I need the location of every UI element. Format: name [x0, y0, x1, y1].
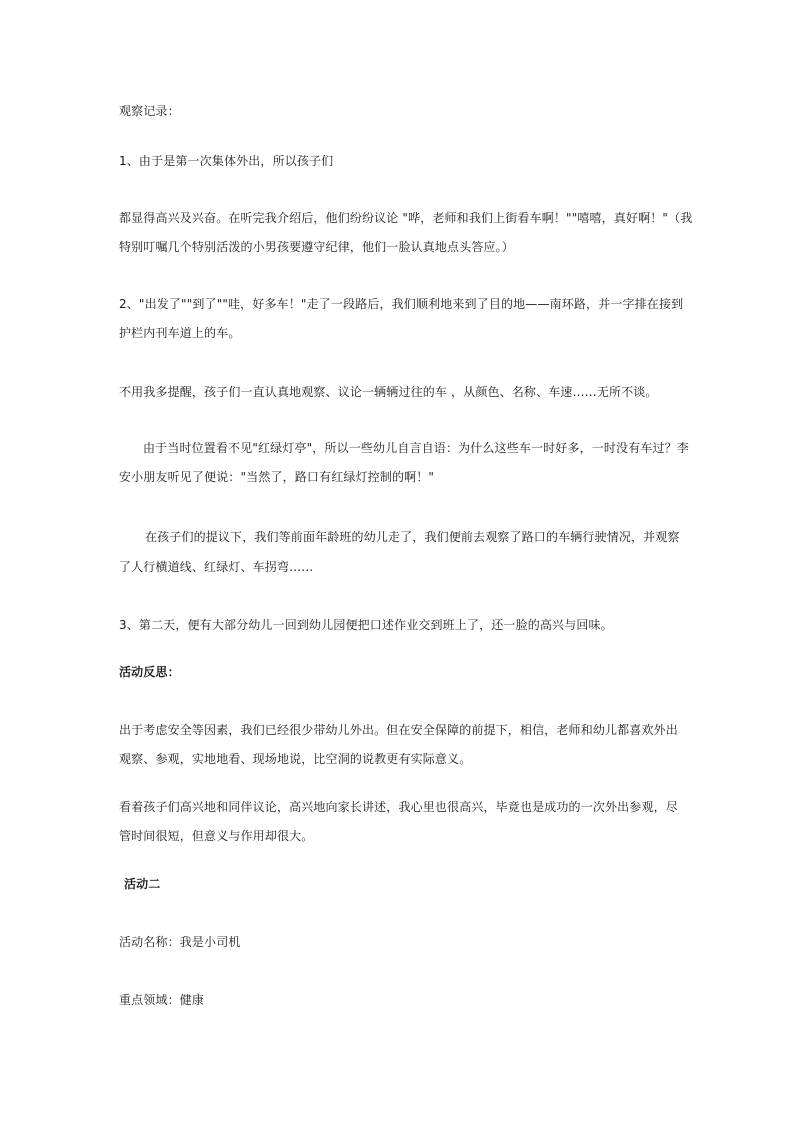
paragraph-3-line-2: 护栏内刊车道上的车。 — [119, 326, 241, 340]
reflection-1-line-2: 观察、参观，实地地看、现场地说，比空洞的说教更有实际意义。 — [119, 752, 472, 766]
activity-2-heading: 活动二 — [124, 877, 161, 891]
paragraph-3-line-1: 2、"出发了""到了""哇，好多车！"走了一段路后，我们顺利地来到了目的地——南环路，并一字排在接到 — [119, 297, 684, 311]
activity-name: 活动名称：我是小司机 — [119, 935, 241, 949]
observation-heading: 观察记录： — [119, 104, 180, 118]
reflection-2-line-2: 管时间很短，但意义与作用却很大。 — [119, 829, 314, 843]
paragraph-2-line-2: 特别叮嘱几个特别活泼的小男孩要遵守纪律，他们一脸认真地点头答应。） — [119, 240, 514, 254]
paragraph-2-line-1: 都显得高兴及兴奋。在听完我介绍后，他们纷纷议论 "哗，老师和我们上街看车啊！""嘻嘻，真好啊！"（我 — [119, 211, 693, 225]
paragraph-5-line-2: 安小朋友听见了便说："当然了，路口有红绿灯控制的啊！" — [119, 470, 435, 484]
reflection-heading: 活动反思： — [119, 665, 180, 679]
paragraph-5-line-1: 由于当时位置看不见"红绿灯亭"，所以一些幼儿自言自语：为什么这些车一时好多，一时没有车过？李 — [143, 441, 689, 455]
reflection-2-line-1: 看着孩子们高兴地和同伴议论，高兴地向家长讲述，我心里也很高兴，毕竟也是成功的一次外出参观，尽 — [119, 800, 678, 814]
paragraph-4-line-1: 不用我多提醒，孩子们一直认真地观察、议论一辆辆过往的车 ，从颜色、名称、车速……无所不谈。 — [119, 385, 658, 399]
paragraph-1-line-1: 1、由于是第一次集体外出，所以孩子们 — [119, 154, 334, 168]
key-domain: 重点领域：健康 — [119, 993, 205, 1007]
paragraph-7-line-1: 3、第二天，便有大部分幼儿一回到幼儿园便把口述作业交到班上了，还一脸的高兴与回味。 — [119, 618, 613, 632]
reflection-1-line-1: 出于考虑安全等因素，我们已经很少带幼儿外出。但在安全保障的前提下，相信，老师和幼儿都喜欢外出 — [119, 723, 678, 737]
paragraph-6-line-2: 了人行横道线、红绿灯、车拐弯…… — [119, 560, 314, 574]
paragraph-6-line-1: 在孩子们的提议下，我们等前面年龄班的幼儿走了，我们便前去观察了路口的车辆行驶情况，并观察 — [145, 530, 680, 544]
